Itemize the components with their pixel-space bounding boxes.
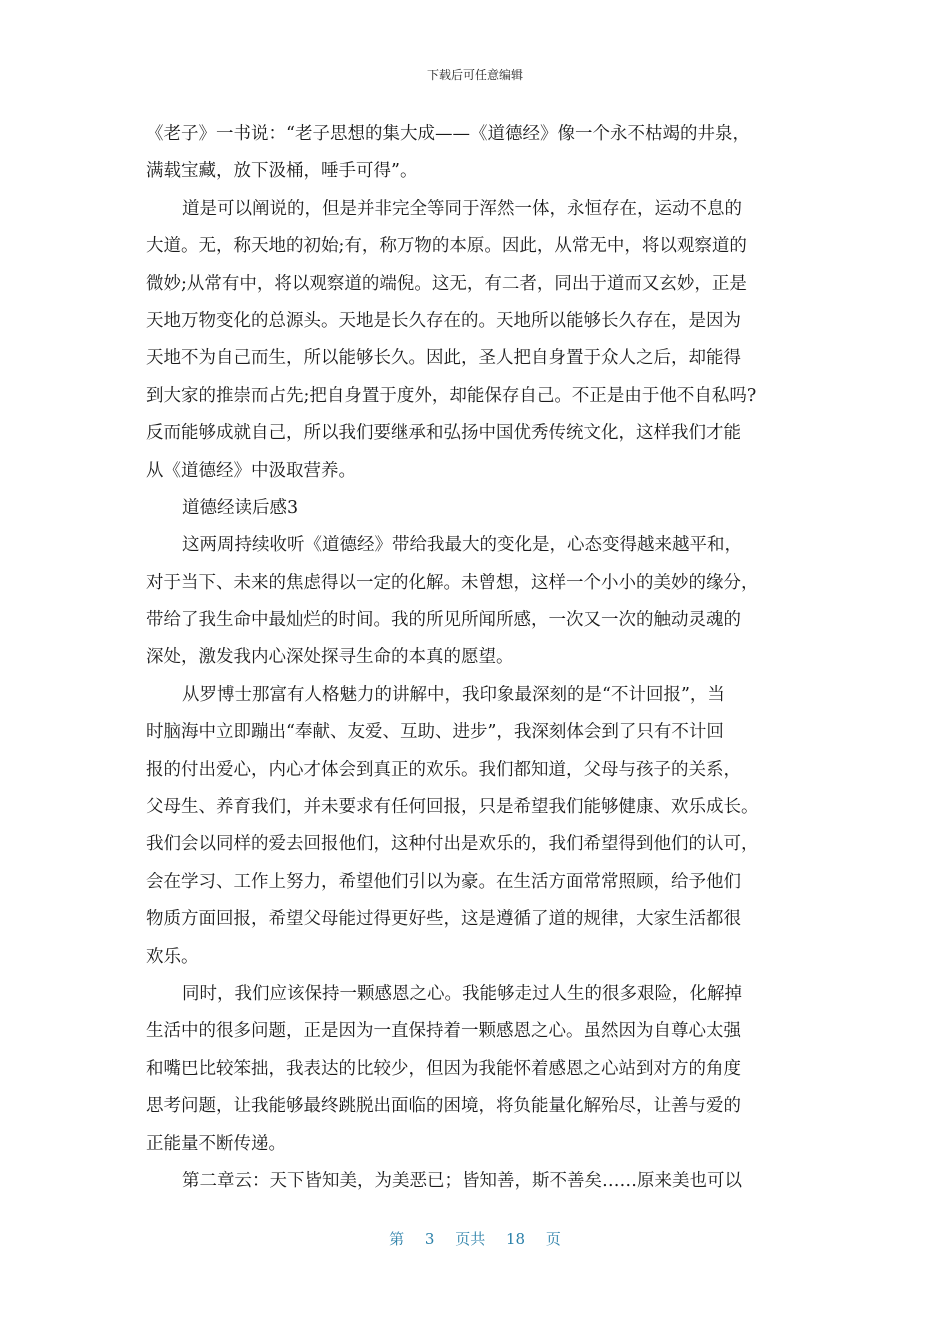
text-line: 物质方面回报，希望父母能过得更好些，这是遵循了道的规律，大家生活都很 xyxy=(146,909,741,930)
text-line: 大道。无，称天地的初始;有，称万物的本原。因此，从常无中，将以观察道的 xyxy=(146,236,747,257)
page-footer xyxy=(0,1228,950,1249)
total-page-count: 18 xyxy=(506,1230,526,1248)
text-line: 满载宝藏，放下汲桶，唾手可得”。 xyxy=(146,161,418,182)
text-line: 天地不为自己而生，所以能够长久。因此，圣人把自身置于众人之后，却能得 xyxy=(146,348,741,369)
text-line: 《老子》一书说：“老子思想的集大成——《道德经》像一个永不枯竭的井泉， xyxy=(146,124,750,144)
page-header: 下载后可任意编辑 xyxy=(426,68,523,82)
text-line: 道是可以阐说的，但是并非完全等同于浑然一体，永恒存在，运动不息的 xyxy=(182,198,742,219)
text-line: 生活中的很多问题，正是因为一直保持着一颗感恩之心。虽然因为自尊心太强 xyxy=(146,1021,741,1042)
text-line: 对于当下、未来的焦虑得以一定的化解。未曾想，这样一个小小的美妙的缘分， xyxy=(146,572,759,593)
current-page-number: 3 xyxy=(424,1230,435,1248)
section-heading: 道德经读后感3 xyxy=(182,497,299,518)
footer-suffix: 页 xyxy=(545,1230,561,1248)
text-line: 反而能够成就自己，所以我们要继承和弘扬中国优秀传统文化，这样我们才能 xyxy=(146,423,741,444)
text-line: 父母生、养育我们，并未要求有任何回报，只是希望我们能够健康、欢乐成长。 xyxy=(146,797,759,818)
text-line: 同时，我们应该保持一颗感恩之心。我能够走过人生的很多艰险，化解掉 xyxy=(182,983,742,1004)
text-line: 从罗博士那富有人格魅力的讲解中，我印象最深刻的是“不计回报”，当 xyxy=(182,684,725,705)
text-line: 微妙;从常有中，将以观察道的端倪。这无，有二者，同出于道而又玄妙，正是 xyxy=(146,273,747,294)
text-line: 带给了我生命中最灿烂的时间。我的所见所闻所感，一次又一次的触动灵魂的 xyxy=(146,610,741,631)
text-line: 我们会以同样的爱去回报他们，这种付出是欢乐的，我们希望得到他们的认可， xyxy=(146,834,759,855)
text-line: 思考问题，让我能够最终跳脱出面临的困境，将负能量化解殆尽，让善与爱的 xyxy=(146,1096,741,1117)
text-line: 深处，激发我内心深处探寻生命的本真的愿望。 xyxy=(146,647,514,668)
text-line: 正能量不断传递。 xyxy=(146,1133,286,1154)
text-line: 第二章云：天下皆知美，为美恶已；皆知善，斯不善矣……原来美也可以 xyxy=(182,1170,742,1191)
text-line: 和嘴巴比较笨拙，我表达的比较少，但因为我能怀着感恩之心站到对方的角度 xyxy=(146,1058,741,1079)
text-line: 欢乐。 xyxy=(146,946,199,967)
document-body xyxy=(146,116,818,1200)
text-line: 报的付出爱心，内心才体会到真正的欢乐。我们都知道，父母与孩子的关系， xyxy=(146,759,741,780)
text-line: 会在学习、工作上努力，希望他们引以为豪。在生活方面常常照顾，给予他们 xyxy=(146,871,741,892)
text-line: 到大家的推崇而占先;把自身置于度外，却能保存自己。不正是由于他不自私吗? xyxy=(146,385,757,406)
footer-middle: 页共 xyxy=(455,1230,486,1248)
text-line: 时脑海中立即蹦出“奉献、友爱、互助、进步”，我深刻体会到了只有不计回 xyxy=(146,722,724,743)
text-line: 这两周持续收听《道德经》带给我最大的变化是，心态变得越来越平和， xyxy=(182,535,742,556)
text-line: 天地万物变化的总源头。天地是长久存在的。天地所以能够长久存在，是因为 xyxy=(146,310,741,331)
text-line: 从《道德经》中汲取营养。 xyxy=(146,460,356,481)
footer-prefix: 第 xyxy=(389,1230,405,1248)
